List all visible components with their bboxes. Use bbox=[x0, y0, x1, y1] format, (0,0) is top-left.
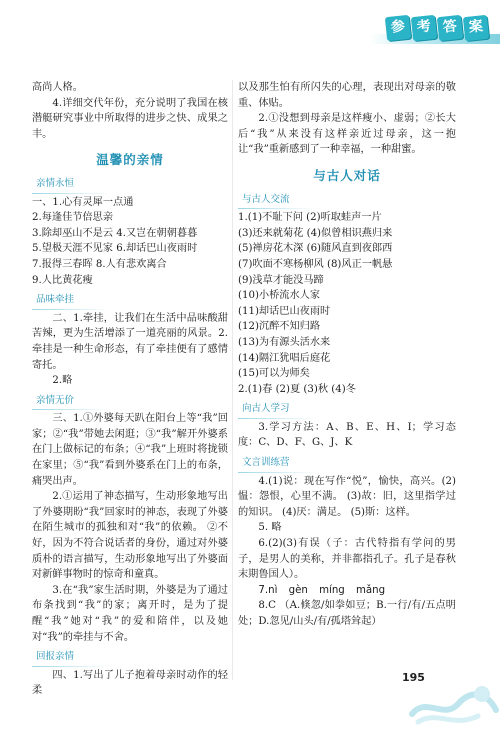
answer-line: (5)禅房花木深 (6)随风直到夜郎西 bbox=[238, 243, 393, 255]
answer-line: (15)可以为师矣 bbox=[238, 368, 310, 380]
subsection-title: 与古人交流 bbox=[238, 192, 456, 208]
answer-paragraph: 四、1.写出了儿子抱着母亲时动作的轻柔 bbox=[32, 669, 228, 697]
subsection-title: 品味牵挂 bbox=[32, 292, 228, 308]
column-divider bbox=[232, 80, 233, 680]
answer-line: 9.人比黄花瘦 bbox=[32, 274, 93, 286]
answer-paragraph: 2.略 bbox=[52, 375, 73, 387]
answer-line: 5.望极天涯不见家 6.却话巴山夜雨时 bbox=[32, 243, 198, 255]
right-column bbox=[238, 80, 456, 630]
answer-paragraph: 6.(2)(3)有误（子：古代特指有学问的男子，是男人的美称，并非都指孔子。孔子是春秋末期鲁国人）。 bbox=[238, 538, 456, 581]
subsection-title: 向古人学习 bbox=[238, 401, 456, 417]
section-title: 温馨的亲情 bbox=[96, 152, 164, 168]
title-tile: 参 bbox=[385, 15, 411, 41]
answer-paragraph: 4.(1)说：现在写作“悦”，愉快，高兴。(2)愠：怨恨，心里不满。 (3)故：旧，这里指学过的知识。 (4)厌：满足。 (5)斯：这样。 bbox=[238, 475, 456, 518]
section-title: 与古人对话 bbox=[313, 167, 381, 183]
answer-line: (13)为有源头活水来 bbox=[238, 336, 331, 348]
answer-paragraph: 8.C （A.倏忽/如拳如豆；B.一行/有/五点明处；D.忽见/山头/有/孤塔耸起） bbox=[238, 600, 456, 627]
subsection-title: 文言训练营 bbox=[238, 455, 456, 471]
answer-paragraph: 二、1.牵挂，让我们在生活中品味酸甜苦辣，更为生活增添了一道亮丽的风景。2.牵挂是一种生命形态，有了牵挂便有了感情寄托。 bbox=[32, 312, 228, 371]
answer-paragraph: 三、1.①外婆每天趴在阳台上等“我”回家；②“我”带她去闲逛；③“我”解开外婆系在门上做标记的布条；④“我”上班时将拢锁在家里；⑤“我”看到外婆系在门上的布条，痛哭出声。 bbox=[32, 413, 228, 487]
answer-line: 2.(1)春 (2)夏 (3)秋 (4)冬 bbox=[238, 383, 356, 395]
text-line: 高尚人格。 bbox=[32, 82, 83, 93]
title-tile: 考 bbox=[411, 15, 437, 41]
title-tile: 案 bbox=[463, 15, 489, 41]
answer-line: (14)隔江犹唱后庭花 bbox=[238, 352, 331, 364]
title-tile: 答 bbox=[437, 15, 463, 41]
page-number: 195 bbox=[402, 671, 425, 684]
answer-paragraph: 以及那生怕有所闪失的心理，表现出对母亲的敬重、体贴。 bbox=[238, 82, 456, 109]
answer-paragraph: 3.学习方法：A、B、E、H、I；学习态度：C、D、F、G、J、K bbox=[238, 421, 456, 449]
answer-line: (7)吹面不寒杨柳风 (8)风正一帆悬 bbox=[238, 258, 393, 270]
answer-line: (9)浅草才能没马蹄 bbox=[238, 274, 324, 286]
answer-paragraph: 2.①运用了神态描写，生动形象地写出了外婆期盼“我”回家时的神态，表现了外婆在陌生城市的孤独和对“我”的依赖。 ②不好，因为不符合说话者的身份，通过对外婆质朴的语言描写，生动形象地写出了外婆面对新鲜事物时的惊奇和童真。 bbox=[32, 491, 228, 581]
answer-line: (12)沉醉不知归路 bbox=[238, 321, 321, 333]
answer-line: (11)却话巴山夜雨时 bbox=[238, 305, 331, 317]
answer-line: 一、1.心有灵犀一点通 bbox=[32, 196, 134, 208]
answer-paragraph: 5. 略 bbox=[258, 522, 282, 534]
answer-line: (3)还来就菊花 (4)似曾相识燕归来 bbox=[238, 227, 393, 239]
page-header bbox=[0, 0, 500, 48]
answer-paragraph: 4.详细交代年份，充分说明了我国在核潜艇研究事业中所取得的进步之快、成果之丰。 bbox=[32, 97, 228, 140]
answer-line: 7.报得三春晖 8.人有悲欢离合 bbox=[32, 258, 167, 270]
pinyin-answer: 7.nì gèn míng mǎng bbox=[258, 584, 386, 596]
answer-paragraph: 2.①没想到母亲是这样瘦小、虚弱；②长大后“我”从来没有这样亲近过母亲，这一抱让“我”重新感到了一种幸福，一种甜蜜。 bbox=[238, 113, 456, 156]
subsection-title: 回报亲情 bbox=[32, 649, 228, 665]
answer-paragraph: 3.在“我”家生活时期，外婆是为了通过布条找到“我”的家；离开时，是为了提醒“我”她对“我”的爱和陪伴，以及她对“我”的牵挂与不舍。 bbox=[32, 584, 228, 643]
answer-title-tiles bbox=[386, 16, 488, 40]
answer-line: 2.每逢佳节倍思亲 bbox=[32, 212, 114, 224]
subsection-title: 亲情永恒 bbox=[32, 176, 228, 192]
left-column bbox=[32, 80, 228, 699]
subsection-title: 亲情无价 bbox=[32, 393, 228, 409]
answer-line: 3.除却巫山不是云 4.又岂在朝朝暮暮 bbox=[32, 227, 198, 239]
answer-line: (10)小桥流水人家 bbox=[238, 290, 321, 302]
answer-line: 1.(1)不耻下问 (2)听取蛙声一片 bbox=[238, 212, 382, 224]
watermark-logo-icon bbox=[408, 676, 500, 730]
